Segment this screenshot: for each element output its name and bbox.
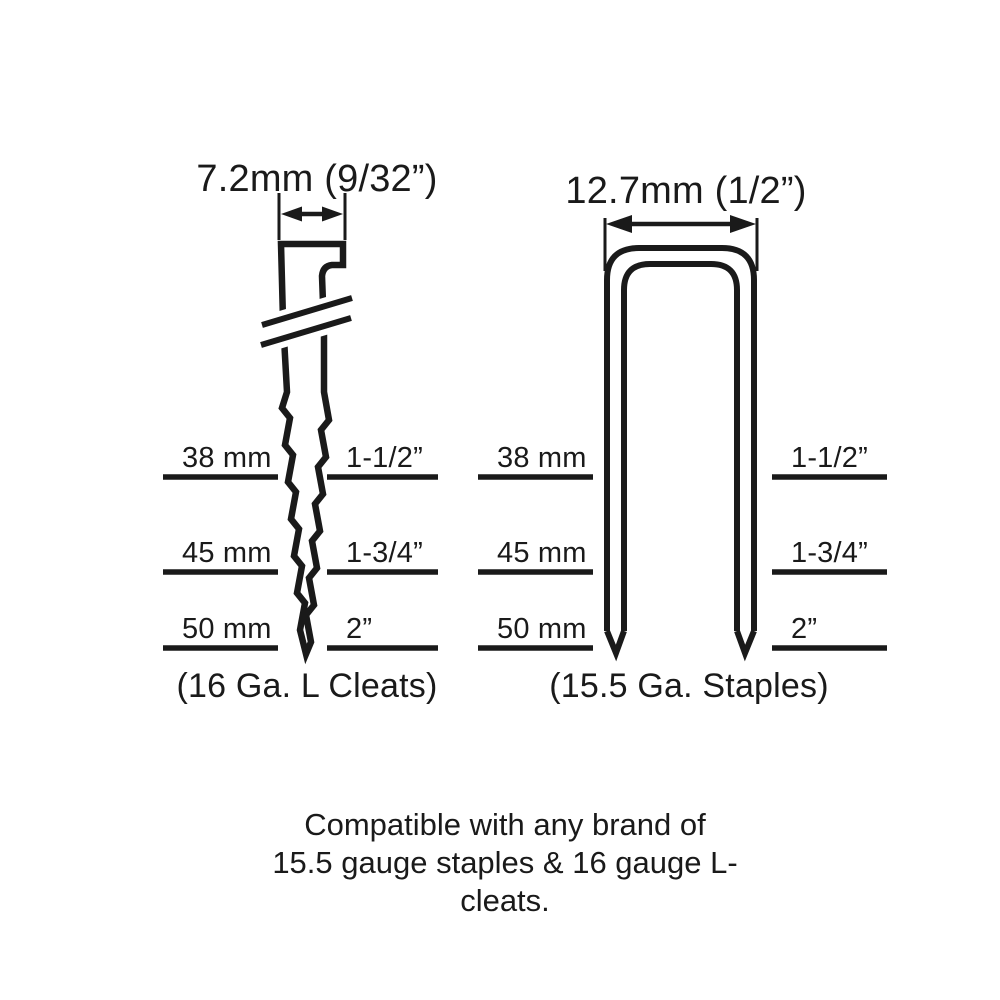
staple-figure bbox=[605, 215, 757, 653]
staple-label-38mm: 38 mm bbox=[497, 442, 587, 474]
cleat-label-45mm: 45 mm bbox=[182, 537, 272, 569]
cleat-caption: (16 Ga. L Cleats) bbox=[176, 667, 438, 705]
staple-tip-right bbox=[737, 631, 754, 653]
staple-label-45mm: 45 mm bbox=[497, 537, 587, 569]
staple-inner-outline bbox=[624, 264, 737, 631]
compatibility-note bbox=[253, 806, 757, 920]
compatibility-note-line2: 15.5 gauge staples & 16 gauge L-cleats. bbox=[272, 845, 738, 918]
cleat-width-label: 7.2mm (9/32”) bbox=[196, 158, 438, 200]
staple-label-2in: 2” bbox=[791, 613, 818, 645]
staple-outer-outline bbox=[607, 248, 754, 631]
compatibility-note-line1: Compatible with any brand of bbox=[304, 807, 706, 842]
staple-arrowhead-right-icon bbox=[730, 215, 756, 233]
l-cleat-figure bbox=[256, 193, 356, 654]
staple-label-50mm: 50 mm bbox=[497, 613, 587, 645]
cleat-label-1-3-4in: 1-3/4” bbox=[346, 537, 423, 569]
staple-label-1-1-2in: 1-1/2” bbox=[791, 442, 868, 474]
staple-label-1-3-4in: 1-3/4” bbox=[791, 537, 868, 569]
cleat-label-50mm: 50 mm bbox=[182, 613, 272, 645]
cleat-arrowhead-right-icon bbox=[322, 207, 343, 222]
cleat-label-2in: 2” bbox=[346, 613, 373, 645]
cleat-label-1-1-2in: 1-1/2” bbox=[346, 442, 423, 474]
cleat-label-38mm: 38 mm bbox=[182, 442, 272, 474]
staple-caption: (15.5 Ga. Staples) bbox=[549, 667, 829, 705]
staple-width-label: 12.7mm (1/2”) bbox=[565, 170, 807, 212]
staple-arrowhead-left-icon bbox=[606, 215, 632, 233]
cleat-arrowhead-left-icon bbox=[281, 207, 302, 222]
staple-tip-left bbox=[607, 631, 624, 653]
